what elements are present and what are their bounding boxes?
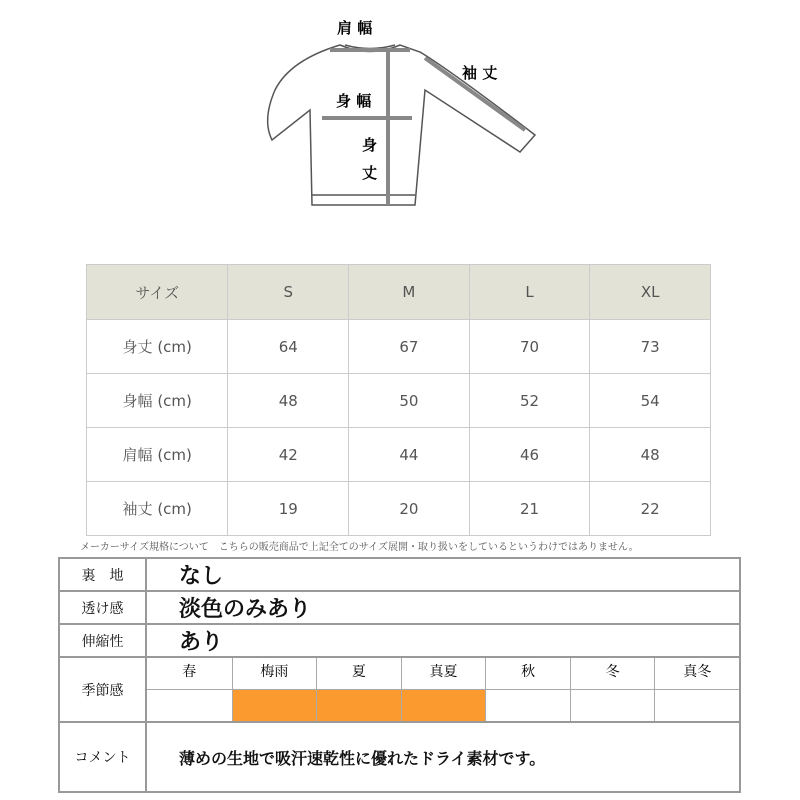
season-indicator bbox=[232, 689, 317, 721]
size-table bbox=[86, 264, 711, 536]
spec-label: 透け感 bbox=[59, 591, 146, 624]
shirt-diagram bbox=[0, 0, 800, 230]
spec-row-season bbox=[59, 657, 740, 722]
season-grid-cell bbox=[146, 657, 740, 722]
cell: 19 bbox=[228, 482, 349, 536]
table-row bbox=[87, 482, 711, 536]
header-cell: XL bbox=[590, 265, 711, 320]
season-name: 梅雨 bbox=[232, 658, 317, 689]
cell: 67 bbox=[349, 320, 470, 374]
season-indicator bbox=[570, 689, 655, 721]
cell: 52 bbox=[469, 374, 590, 428]
spec-row-stretch bbox=[59, 624, 740, 657]
label-shoulder: 肩 幅 bbox=[337, 19, 373, 37]
season-indicator bbox=[316, 689, 401, 721]
row-label: 身丈 (cm) bbox=[87, 320, 228, 374]
header-cell: M bbox=[349, 265, 470, 320]
season-name: 真冬 bbox=[654, 658, 739, 689]
label-length-1: 身 bbox=[362, 136, 378, 154]
row-label: 肩幅 (cm) bbox=[87, 428, 228, 482]
season-indicator bbox=[401, 689, 486, 721]
size-note: メーカーサイズ規格について こちらの販売商品で上記全てのサイズ展開・取り扱いをしているというわけではありません。 bbox=[80, 542, 639, 553]
cell: 64 bbox=[228, 320, 349, 374]
cell: 46 bbox=[469, 428, 590, 482]
season-name: 冬 bbox=[570, 658, 655, 689]
header-cell: L bbox=[469, 265, 590, 320]
row-label: 身幅 (cm) bbox=[87, 374, 228, 428]
season-name: 秋 bbox=[485, 658, 570, 689]
label-sleeve: 袖 丈 bbox=[462, 64, 498, 82]
cell: 20 bbox=[349, 482, 470, 536]
season-indicator bbox=[147, 689, 232, 721]
cell: 22 bbox=[590, 482, 711, 536]
label-chest: 身 幅 bbox=[336, 92, 372, 110]
season-indicator bbox=[654, 689, 739, 721]
header-cell: サイズ bbox=[87, 265, 228, 320]
cell: 73 bbox=[590, 320, 711, 374]
cell: 50 bbox=[349, 374, 470, 428]
cell: 44 bbox=[349, 428, 470, 482]
spec-value: なし bbox=[146, 558, 740, 591]
cell: 54 bbox=[590, 374, 711, 428]
cell: 48 bbox=[590, 428, 711, 482]
table-row bbox=[87, 428, 711, 482]
cell: 70 bbox=[469, 320, 590, 374]
season-indicator bbox=[485, 689, 570, 721]
spec-value: 淡色のみあり bbox=[146, 591, 740, 624]
table-row bbox=[87, 320, 711, 374]
spec-label: 季節感 bbox=[59, 657, 146, 722]
spec-table bbox=[58, 557, 741, 793]
spec-row-comment bbox=[59, 722, 740, 792]
spec-label: 伸縮性 bbox=[59, 624, 146, 657]
spec-row-lining bbox=[59, 558, 740, 591]
season-name: 春 bbox=[182, 664, 197, 680]
table-row bbox=[87, 374, 711, 428]
season-name: 夏 bbox=[316, 658, 401, 689]
label-length-2: 丈 bbox=[362, 164, 378, 182]
spec-label: コメント bbox=[59, 722, 146, 792]
season-grid bbox=[147, 658, 739, 721]
spec-row-sheer bbox=[59, 591, 740, 624]
cell: 42 bbox=[228, 428, 349, 482]
size-header-row bbox=[87, 265, 711, 320]
cell: 21 bbox=[469, 482, 590, 536]
header-cell: S bbox=[228, 265, 349, 320]
spec-value: 薄めの生地で吸汗速乾性に優れたドライ素材です。 bbox=[146, 722, 740, 792]
spec-label: 裏 地 bbox=[59, 558, 146, 591]
cell: 48 bbox=[228, 374, 349, 428]
row-label: 袖丈 (cm) bbox=[87, 482, 228, 536]
spec-value: あり bbox=[146, 624, 740, 657]
season-name: 真夏 bbox=[401, 658, 486, 689]
